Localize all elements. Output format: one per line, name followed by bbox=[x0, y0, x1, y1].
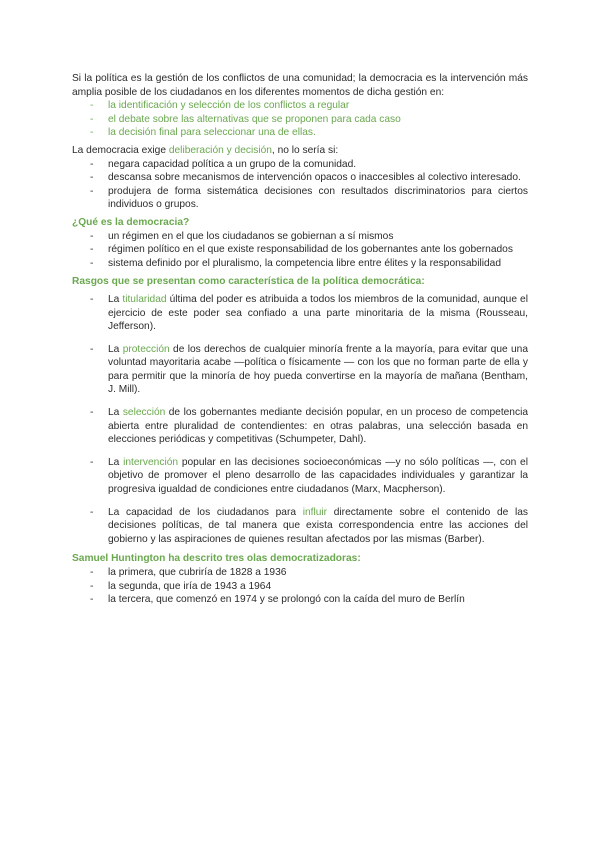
highlight-text: deliberación y decisión bbox=[168, 144, 272, 156]
section-heading: ¿Qué es la democracia? bbox=[72, 216, 190, 228]
bullet-dash: - bbox=[90, 456, 94, 468]
bullet-dash: - bbox=[90, 172, 94, 184]
bullet-dash: - bbox=[90, 244, 94, 256]
list-item: - el debate sobre las alternativas que se proponen para cada caso bbox=[90, 113, 401, 125]
list-item: - la primera, que cubriría de 1828 a 1936 bbox=[90, 567, 287, 578]
intro-paragraph: Si la política es la gestión de los conflictos de una comunidad; la democracia es la intervención más amplia posible de los ciudadanos en los diferentes momentos de dicha gestión en: bbox=[72, 73, 528, 98]
keyword: intervención bbox=[123, 456, 179, 468]
bullet-dash: - bbox=[90, 506, 94, 518]
list-item: - la tercera, que comenzó en 1974 y se prolongó con la caída del muro de Berlín bbox=[90, 594, 465, 606]
list-item: - la identificación y selección de los conflictos a regular bbox=[90, 100, 350, 112]
bullet-dash: - bbox=[90, 100, 94, 112]
keyword: selección bbox=[122, 407, 166, 419]
list-item: - régimen político en el que existe responsabilidad de los gobernantes ante los gobernados bbox=[90, 244, 513, 256]
document-page bbox=[72, 72, 528, 607]
section-heading: Rasgos que se presentan como característica de la política democrática: bbox=[72, 276, 425, 288]
bullet-dash: - bbox=[90, 567, 94, 578]
democracy-requires-paragraph: La democracia exige deliberación y decisión, no lo sería si: bbox=[72, 144, 339, 156]
bullet-dash: - bbox=[90, 230, 94, 242]
list-item: - un régimen en el que los ciudadanos se gobiernan a sí mismos bbox=[90, 230, 394, 242]
bullet-dash: - bbox=[90, 580, 94, 592]
list-item: - negara capacidad política a un grupo de la comunidad. bbox=[90, 158, 357, 170]
list-item: - La capacidad de los ciudadanos para influir directamente sobre el contenido de las decisiones políticas, de tal manera que exista correspondencia entre las acciones del gobierno y las aspiraciones de quienes resultan afectados por las mismas (Barber). bbox=[90, 506, 528, 545]
list-item: - La titularidad última del poder es atribuida a todos los miembros de la comunidad, aunque el ejercicio de este poder sea confiado a una parte minoritaria de la misma (Rousseau, Jefferson). bbox=[90, 293, 528, 333]
list-item: - produjera de forma sistemática decisiones con resultados discriminatorios para ciertos individuos o grupos. bbox=[90, 185, 528, 211]
bullet-dash: - bbox=[90, 113, 94, 125]
bullet-dash: - bbox=[90, 343, 94, 355]
bullet-dash: - bbox=[90, 257, 94, 269]
intro-list bbox=[72, 99, 528, 140]
list-item: - descansa sobre mecanismos de intervención opacos o inaccesibles al colectivo interesado. bbox=[90, 172, 521, 184]
bullet-dash: - bbox=[90, 293, 94, 305]
bullet-dash: - bbox=[90, 185, 94, 197]
keyword: titularidad bbox=[122, 293, 167, 305]
list-item: - La intervención popular en las decisiones socioeconómicas —y no sólo políticas —, con el objetivo de promover el pleno desarrollo de las capacidades individuales y garantizar la progresiva igualdad de condiciones entre ciudadanos (Marx, Macpherson). bbox=[90, 456, 528, 496]
list-item: - la segunda, que iría de 1943 a 1964 bbox=[90, 580, 272, 592]
bullet-dash: - bbox=[90, 594, 94, 606]
list-item: - la decisión final para seleccionar una de ellas. bbox=[90, 127, 316, 139]
waves-list bbox=[72, 566, 528, 607]
bullet-dash: - bbox=[90, 127, 94, 139]
list-item: - sistema definido por el pluralismo, la competencia libre entre élites y la responsabilidad bbox=[90, 257, 501, 269]
features-list bbox=[72, 293, 528, 547]
bullet-dash: - bbox=[90, 407, 94, 419]
section-heading: Samuel Huntington ha descrito tres olas democratizadoras: bbox=[72, 553, 361, 565]
bullet-dash: - bbox=[90, 158, 94, 170]
democracy-requires-list bbox=[72, 158, 528, 212]
keyword: influir bbox=[302, 506, 328, 518]
keyword: protección bbox=[122, 343, 170, 355]
list-item: - La protección de los derechos de cualquier minoría frente a la mayoría, para evitar que una voluntad mayoritaria acabe —política o físicamente — con los que no forman parte de ella y para permitir que la minoría de hoy pueda convertirse en la mayoría de mañana (Bentham, J. Mill). bbox=[90, 343, 528, 396]
list-item: - La selección de los gobernantes mediante decisión popular, en un proceso de competencia abierta entre pluralidad de contendientes: en otras palabras, una selección basada en elecciones periódicas y competitivas (Schumpeter, Dahl). bbox=[90, 407, 529, 446]
what-is-list bbox=[72, 230, 528, 271]
